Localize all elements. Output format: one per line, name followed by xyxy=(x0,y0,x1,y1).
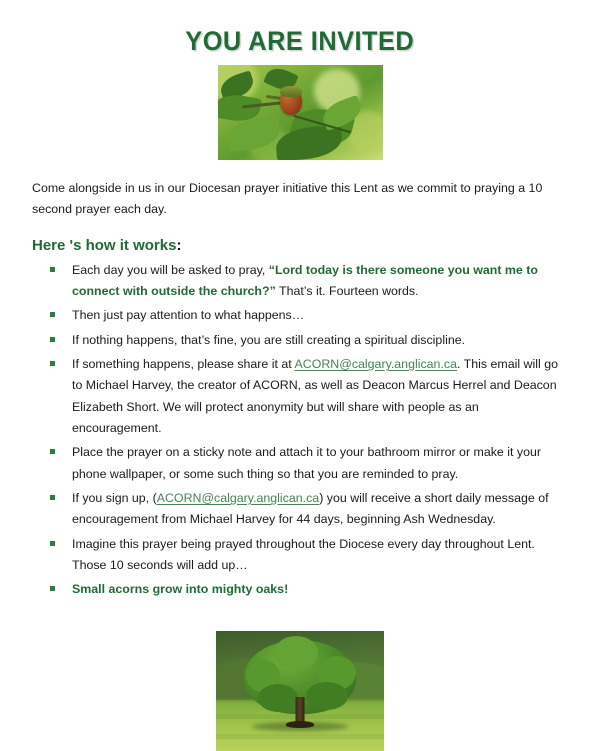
emphasis-text: “Lord today is there someone you want me to connect with outside the church?” xyxy=(72,262,538,298)
step-discipline xyxy=(50,330,566,351)
step-imagine xyxy=(50,534,566,577)
step-text: If nothing happens, that’s fine, you are still creating a spiritual discipline. xyxy=(72,332,466,347)
step-pray xyxy=(50,260,566,303)
email-link[interactable]: ACORN@calgary.anglican.ca xyxy=(156,490,320,505)
step-text: Then just pay attention to what happens… xyxy=(72,308,305,323)
section-heading xyxy=(32,237,600,254)
top-image-block xyxy=(0,57,600,160)
section-heading-text: Here 's how it works xyxy=(32,236,177,254)
page-title-container xyxy=(0,0,600,57)
step-text: ) you will receive a short daily message of encouragement from Michael Harvey for 44 days, beginning Ash Wednesday. xyxy=(72,490,549,527)
step-text: If you sign up, ( xyxy=(72,490,157,505)
step-sign-up xyxy=(50,488,566,531)
email-link[interactable]: ACORN@calgary.anglican.ca xyxy=(294,356,457,371)
step-text: Imagine this prayer being prayed throughout the Diocese every day throughout Lent. Those 10 seconds will add up… xyxy=(72,536,535,572)
emphasis-text: Small acorns grow into mighty oaks! xyxy=(72,582,289,597)
step-sticky-note xyxy=(50,442,566,485)
acorn-cap xyxy=(280,86,302,97)
intro-paragraph: Come alongside in us in our Diocesan prayer initiative this Lent as we commit to praying a 10 second prayer each day. xyxy=(32,181,543,217)
step-text: . This email will go to Michael Harvey, the creator of ACORN, as well as Deacon Marcus Herrel and Deacon Elizabeth Short. We will protect anonymity but will share with people as an encouragement. xyxy=(72,356,558,435)
tree-root xyxy=(286,721,314,728)
step-text: That’s it. Fourteen words. xyxy=(275,283,419,298)
step-share xyxy=(50,354,566,439)
step-text: Place the prayer on a sticky note and attach it to your bathroom mirror or make it your phone wallpaper, or some such thing so that you are reminded to pray. xyxy=(72,445,541,481)
step-slogan xyxy=(50,579,566,600)
step-text: Each day you will be asked to pray, xyxy=(72,262,269,277)
bottom-image-block xyxy=(0,631,600,751)
step-text: If something happens, please share it at xyxy=(72,356,295,371)
mighty-oak-tree-photo xyxy=(216,631,384,751)
page-title: YOU ARE INVITED xyxy=(185,26,415,56)
step-attention xyxy=(50,305,566,326)
section-heading-colon: : xyxy=(176,236,182,254)
acorn-on-oak-branch-photo xyxy=(218,65,383,160)
steps-list xyxy=(0,260,600,601)
